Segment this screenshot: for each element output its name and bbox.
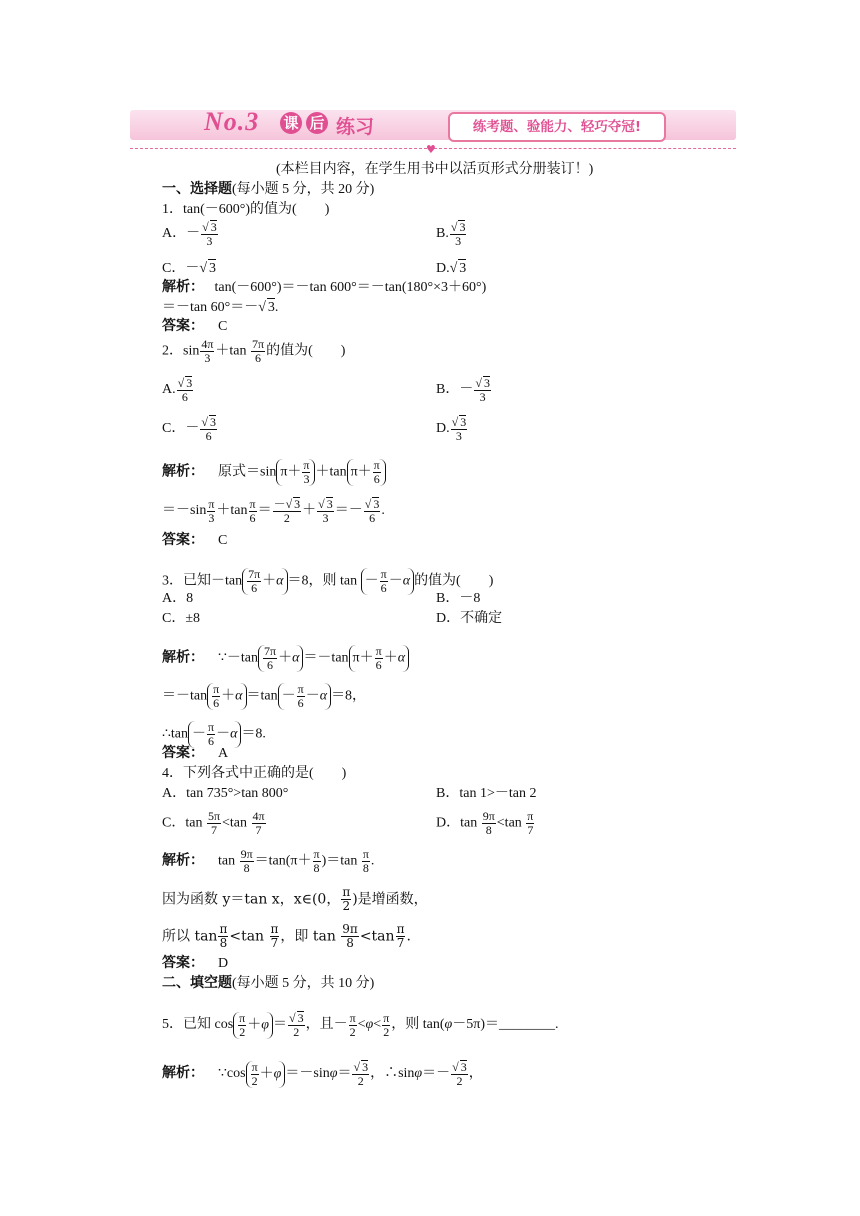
section-2-heading — [162, 975, 374, 993]
q2-option-c: C．－ $\frac{√ 3}{6}$ — [162, 415, 216, 443]
q4-option-c: C．tan $\frac{5\pi}{7}$ <tan $\frac{4\pi}{7}$ — [162, 809, 265, 837]
q2-stem: 2．sin $\frac{4\pi}{3}$ ＋tan $\frac{7\pi}{6}$ 的值为( ) — [162, 337, 346, 365]
q3-option-c: C．±8 — [162, 611, 201, 626]
answer-label: 答案： — [162, 533, 204, 548]
section-1-heading — [162, 181, 374, 199]
q3-answer — [162, 745, 228, 763]
q4-option-b: B．tan 1>－tan 2 — [436, 786, 537, 801]
q4-reason-2: )是增函数， — [352, 891, 428, 908]
q2-option-b: B．－ $\frac{√ 3}{3}$ — [436, 376, 490, 404]
q2-option-d: D. $\frac{√ 3}{3}$ — [436, 415, 467, 443]
q4-stem: 4．下列各式中正确的是( ) — [162, 766, 347, 781]
banner-number: No.3 — [204, 107, 260, 136]
q3-stem: 3．已知－tan $\frac{7\pi}{6}$ ＋α ＝8，则 tan － $\frac{\pi}{6}$ －α 的值为( ) — [162, 567, 494, 595]
q1-answer-value: C — [218, 319, 228, 334]
q1-option-a: A．－ $\frac{√ 3}{3}$ — [162, 220, 217, 248]
q3-option-b: B．－8 — [436, 591, 481, 606]
q4-answer — [162, 955, 228, 973]
q4-option-a: A．tan 735°>tan 800° — [162, 786, 289, 801]
q4-solution-1: 解析： tan $\frac{9\pi}{8}$ ＝tan(π＋ $\frac{\pi}{8}$ )＝tan $\frac{\pi}{8}$ . — [162, 847, 375, 875]
q1-solution-text-2: ＝－tan 60°＝－ — [162, 300, 259, 315]
q4-solution-3: 所以 tan $\frac{\pi}{8}$ <tan $\frac{\pi}{7}$ ，即 tan $\frac{9\pi}{8}$ <tan $\frac{\pi}{7}$ . — [162, 922, 411, 950]
q5-solution-1: 解析： ∵cos $\frac{\pi}{2}$ ＋φ ＝－sinφ＝ $\frac{√ 3}{2}$ ，∴sinφ＝－ $\frac{√ 3}{2}$ ， — [162, 1059, 483, 1088]
q3-option-d: D．不确定 — [436, 611, 503, 626]
q1-option-d: D.√ 3 — [436, 261, 467, 276]
q2-option-a: A. $\frac{√ 3}{6}$ — [162, 376, 193, 404]
q1-stem: 1．tan(－600°)的值为( ) — [162, 202, 330, 217]
banner-word: 练习 — [336, 116, 375, 138]
q3-solution-1: 解析： ∵－tan $\frac{7\pi}{6}$ ＋α ＝－tan π＋ $\frac{\pi}{6}$ ＋α — [162, 645, 409, 672]
analysis-label: 解析： — [162, 650, 204, 666]
answer-label: 答案： — [162, 956, 204, 971]
answer-label: 答案： — [162, 746, 204, 761]
binding-note: (本栏目内容，在学生用书中以活页形式分册装订！) — [276, 162, 594, 177]
q4-answer-value: D — [218, 956, 229, 971]
q2-answer — [162, 532, 227, 550]
section-2-rule: (每小题 5 分，共 10 分) — [232, 976, 375, 991]
q3-answer-value: A — [218, 746, 229, 761]
banner-slogan: 练考题、验能力、轻巧夺冠! — [448, 112, 666, 142]
q2-solution-2: ＝－sin $\frac{\pi}{3}$ ＋tan $\frac{\pi}{6}$ ＝ $\frac{-√ 3}{2}$ ＋ $\frac{√ 3}{3}$ ＝－ $\frac{√ 3}{6}$ . — [162, 496, 385, 525]
q2-solution-1: 解析： 原式＝sin π＋ $\frac{\pi}{3}$ ＋tan π＋ $\frac{\pi}{6}$ — [162, 459, 386, 486]
q4-option-d: D．tan $\frac{9\pi}{8}$ <tan $\frac{\pi}{7}$ — [436, 809, 534, 837]
analysis-label: 解析： — [162, 853, 204, 869]
analysis-label: 解析： — [162, 280, 204, 295]
q3-solution-2: ＝－tan $\frac{\pi}{6}$ ＋α ＝tan － $\frac{\pi}{6}$ －α ＝8， — [162, 682, 367, 710]
q4-reason-1: 因为函数 y＝tan x，x∈(0， — [162, 891, 341, 908]
heart-icon: ♥ — [426, 143, 436, 156]
q3-solution-3: ∴tan － $\frac{\pi}{6}$ －α ＝8. — [162, 720, 266, 748]
q4-solution-2: 因为函数 y＝tan x，x∈(0， $\frac{\pi}{2}$ )是增函数， — [162, 885, 428, 913]
q1-option-b: B. $\frac{√ 3}{3}$ — [436, 220, 466, 248]
answer-label: 答案： — [162, 319, 204, 334]
analysis-label: 解析： — [162, 1066, 204, 1082]
section-1-title: 一、选择题 — [162, 182, 232, 197]
section-2-title: 二、填空题 — [162, 976, 232, 991]
q3-option-a: A．8 — [162, 591, 194, 606]
section-1-rule: (每小题 5 分，共 20 分) — [232, 182, 375, 197]
q1-solution-text-1: tan(－600°)＝－tan 600°＝－tan(180°×3＋60°) — [214, 280, 487, 295]
analysis-label: 解析： — [162, 464, 204, 480]
q1-solution-2: ＝－tan 60°＝－√ 3. — [162, 300, 279, 315]
q1-option-c: C．－√ 3 — [162, 261, 217, 276]
q1-solution-1 — [162, 279, 486, 297]
q1-answer — [162, 318, 227, 336]
banner-char-1: 课 — [280, 112, 302, 134]
section-banner — [130, 104, 736, 148]
q2-answer-value: C — [218, 533, 228, 548]
banner-char-2: 后 — [306, 112, 328, 134]
q5-stem: 5．已知 cos $\frac{\pi}{2}$ ＋φ ＝ $\frac{√ 3}{2}$ ，且－ $\frac{\pi}{2}$ <φ< $\frac{\pi}{2}$ ，则 tan(φ－5π)＝________. — [162, 1010, 559, 1039]
